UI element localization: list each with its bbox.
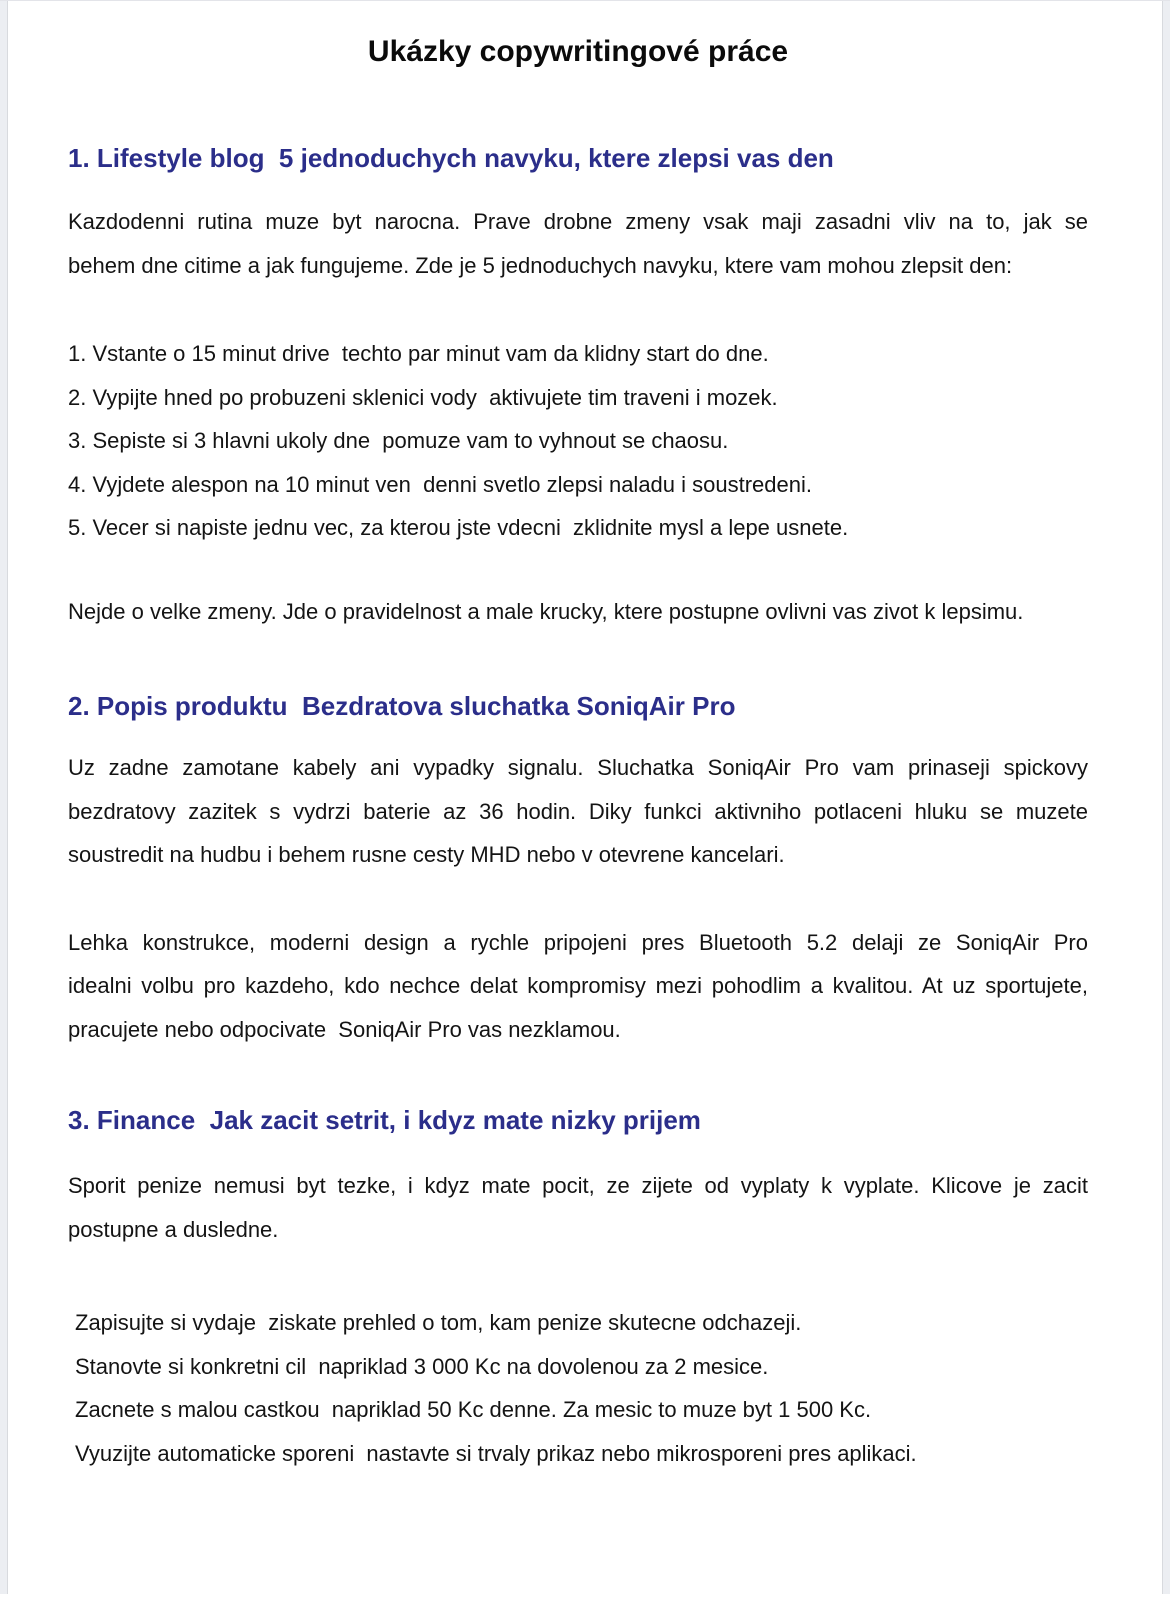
paragraph-line: behem dne citime a jak fungujeme. Zde je 5 jednoduchych navyku, ktere vam mohou zlepsit den:: [68, 252, 1013, 278]
paragraph-line: Lehka konstrukce, moderni design a rychle pripojeni pres Bluetooth 5.2 delaji ze SoniqAir Pro: [68, 929, 1088, 955]
list-item: 1. Vstante o 15 minut drive techto par minut vam da klidny start do dne.: [68, 341, 769, 366]
list-item: 2. Vypijte hned po probuzeni sklenici vody aktivujete tim traveni i mozek.: [68, 384, 778, 410]
paragraph-line: bezdratovy zazitek s vydrzi baterie az 36 hodin. Diky funkci aktivniho potlaceni hluku se muzete: [68, 798, 1088, 824]
paragraph-line: Kazdodenni rutina muze byt narocna. Prave drobne zmeny vsak maji zasadni vliv na to, jak se: [68, 209, 1088, 234]
page-edge-left: [0, 1, 8, 1594]
list-item: 3. Sepiste si 3 hlavni ukoly dne pomuze vam to vyhnout se chaosu.: [68, 428, 729, 453]
section-1-intro-paragraph: [68, 200, 1088, 287]
paragraph-line: pracujete nebo odpocivate SoniqAir Pro vas nezklamou.: [68, 1016, 621, 1042]
section-3-tips-list: [68, 1301, 1088, 1475]
section-2-paragraph-1: [68, 746, 1088, 877]
section-1-outro-paragraph: Nejde o velke zmeny. Jde o pravidelnost a male krucky, ktere postupne ovlivni vas zivot k lepsimu.: [68, 598, 1024, 624]
list-item: Zacnete s malou castkou napriklad 50 Kc denne. Za mesic to muze byt 1 500 Kc.: [75, 1397, 872, 1422]
section-3-heading: 3. Finance Jak zacit setrit, i kdyz mate nizky prijem: [68, 1105, 701, 1135]
document-page: [0, 30, 1170, 1623]
page-edge-right: [1162, 1, 1170, 1594]
list-item: Zapisujte si vydaje ziskate prehled o tom, kam penize skutecne odchazeji.: [75, 1310, 802, 1335]
list-item: 4. Vyjdete alespon na 10 minut ven denni svetlo zlepsi naladu i soustredeni.: [68, 471, 812, 497]
section-2-paragraph-2: [68, 921, 1088, 1052]
list-item: Stanovte si konkretni cil napriklad 3 000 Kc na dovolenou za 2 mesice.: [75, 1353, 769, 1379]
section-1-numbered-list: [68, 332, 1088, 550]
paragraph-line: idealni volbu pro kazdeho, kdo nechce delat kompromisy mezi pohodlim a kvalitou. At uz sportujete,: [68, 973, 1088, 998]
list-item: Vyuzijte automaticke sporeni nastavte si trvaly prikaz nebo mikrosporeni pres aplikaci.: [75, 1440, 917, 1466]
section-2-heading: 2. Popis produktu Bezdratova sluchatka SoniqAir Pro: [68, 691, 736, 721]
paragraph-line: soustredit na hudbu i behem rusne cesty MHD nebo v otevrene kancelari.: [68, 842, 785, 867]
paragraph-line: Uz zadne zamotane kabely ani vypadky signalu. Sluchatka SoniqAir Pro vam prinaseji spickovy: [68, 755, 1088, 780]
document-title: Ukázky copywritingové práce: [367, 35, 789, 68]
section-1-heading: 1. Lifestyle blog 5 jednoduchych navyku, ktere zlepsi vas den: [68, 143, 834, 173]
list-item: 5. Vecer si napiste jednu vec, za kterou jste vdecni zklidnite mysl a lepe usnete.: [68, 515, 849, 540]
paragraph-line: Sporit penize nemusi byt tezke, i kdyz mate pocit, ze zijete od vyplaty k vyplate. Klicove je zacit: [68, 1173, 1088, 1198]
section-3-intro-paragraph: [68, 1164, 1088, 1251]
paragraph-line: postupne a dusledne.: [68, 1216, 279, 1242]
